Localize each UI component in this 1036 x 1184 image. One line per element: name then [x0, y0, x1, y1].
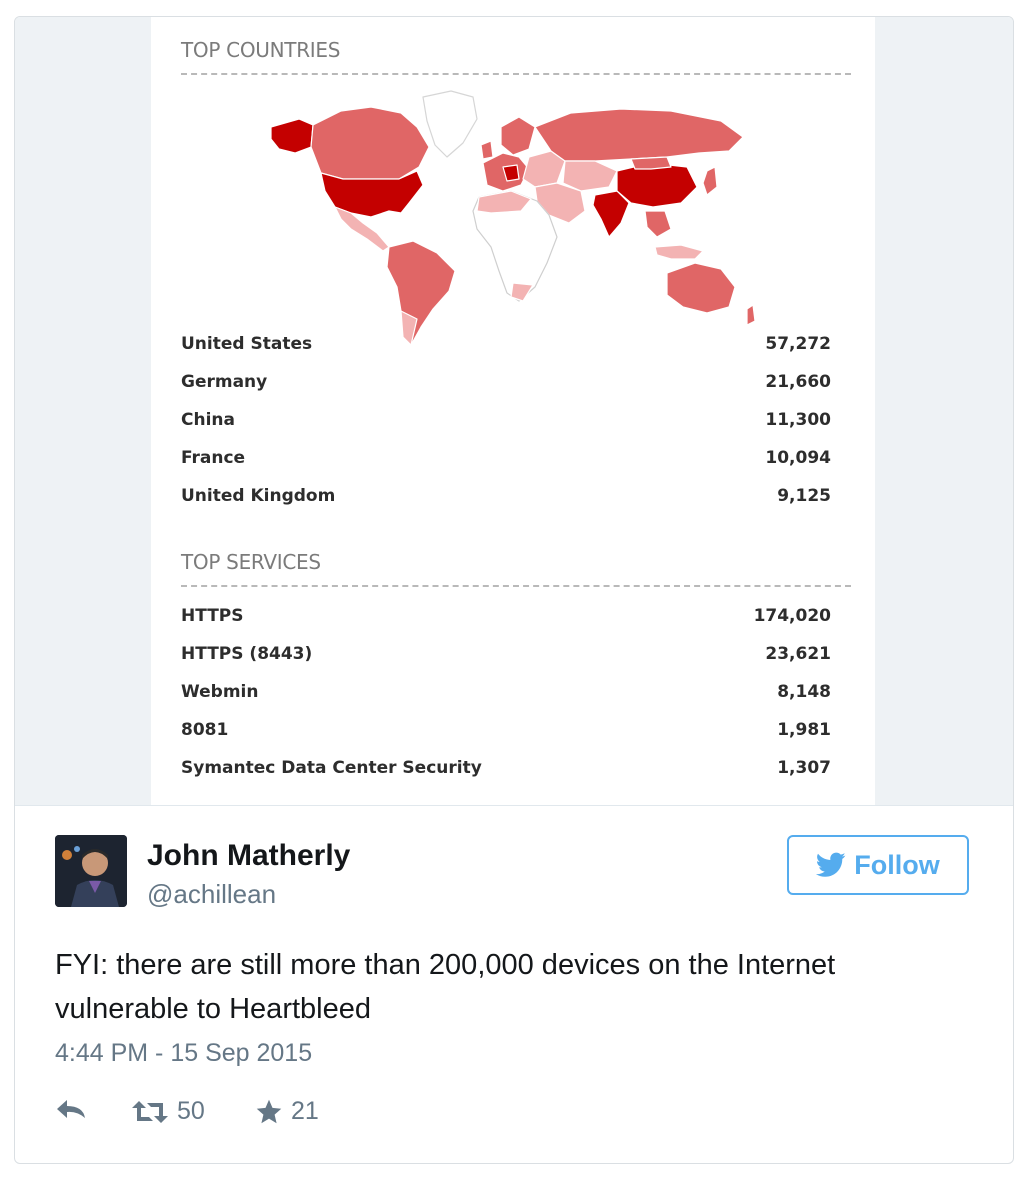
map-uk	[481, 141, 493, 159]
follow-label: Follow	[854, 849, 940, 880]
map-new-zealand	[747, 305, 755, 325]
service-label: HTTPS	[181, 606, 244, 626]
map-central-asia	[563, 161, 617, 191]
map-greenland	[423, 91, 477, 157]
service-count: 23,621	[765, 644, 831, 664]
map-australia	[667, 263, 735, 313]
shodan-report-panel	[151, 17, 875, 805]
reply-icon	[55, 1097, 87, 1121]
service-label: Webmin	[181, 682, 259, 702]
country-count: 11,300	[765, 410, 831, 430]
service-label: Symantec Data Center Security	[181, 758, 482, 778]
tweet-card	[14, 16, 1014, 1164]
star-icon	[255, 1098, 283, 1126]
table-row	[181, 439, 831, 477]
table-row	[181, 711, 831, 749]
table-row	[181, 673, 831, 711]
country-label: Germany	[181, 372, 268, 392]
table-row	[181, 325, 831, 363]
country-label: United States	[181, 334, 313, 354]
map-japan	[703, 167, 717, 195]
table-row	[181, 401, 831, 439]
follow-button[interactable]	[787, 835, 969, 895]
country-count: 9,125	[777, 486, 831, 506]
twitter-bird-icon	[816, 852, 846, 878]
service-count: 1,981	[777, 720, 831, 740]
country-label: United Kingdom	[181, 486, 336, 506]
country-count: 21,660	[765, 372, 831, 392]
author-handle[interactable]: @achillean	[147, 879, 277, 909]
map-china	[617, 163, 697, 207]
table-row	[181, 635, 831, 673]
service-count: 1,307	[777, 758, 831, 778]
tweet-text-line: FYI: there are still more than 200,000 devices on the Internet	[55, 949, 836, 981]
author-name[interactable]: John Matherly	[147, 839, 351, 872]
map-alaska	[271, 119, 313, 153]
country-count: 57,272	[765, 334, 831, 354]
table-row	[181, 363, 831, 401]
retweet-icon	[131, 1099, 169, 1125]
service-label: HTTPS (8443)	[181, 644, 313, 664]
tweet-text-line: vulnerable to Heartbleed	[55, 993, 371, 1025]
map-southeast-asia	[645, 211, 671, 237]
top-countries-heading: TOP COUNTRIES	[181, 33, 851, 75]
reply-button[interactable]	[55, 1097, 87, 1121]
world-map	[251, 87, 771, 347]
table-row	[181, 597, 831, 635]
retweet-button[interactable]	[131, 1097, 205, 1126]
retweet-count: 50	[177, 1097, 205, 1125]
country-label: France	[181, 448, 246, 468]
map-russia	[535, 109, 743, 161]
map-canada	[311, 107, 429, 179]
table-row	[181, 477, 831, 515]
service-count: 174,020	[753, 606, 831, 626]
tweet-text	[55, 943, 955, 1031]
map-india	[593, 191, 629, 237]
like-button[interactable]	[255, 1097, 319, 1126]
map-mongolia	[631, 157, 671, 169]
service-label: 8081	[181, 720, 229, 740]
country-count: 10,094	[765, 448, 831, 468]
tweet-timestamp[interactable]: 4:44 PM - 15 Sep 2015	[55, 1039, 313, 1067]
service-count: 8,148	[777, 682, 831, 702]
country-label: China	[181, 410, 235, 430]
avatar[interactable]	[55, 835, 127, 907]
table-row	[181, 749, 831, 787]
map-scandinavia	[501, 117, 535, 155]
like-count: 21	[291, 1097, 319, 1125]
top-services-heading: TOP SERVICES	[181, 545, 851, 587]
map-indonesia	[655, 245, 703, 259]
tweet-media[interactable]	[15, 17, 1013, 806]
